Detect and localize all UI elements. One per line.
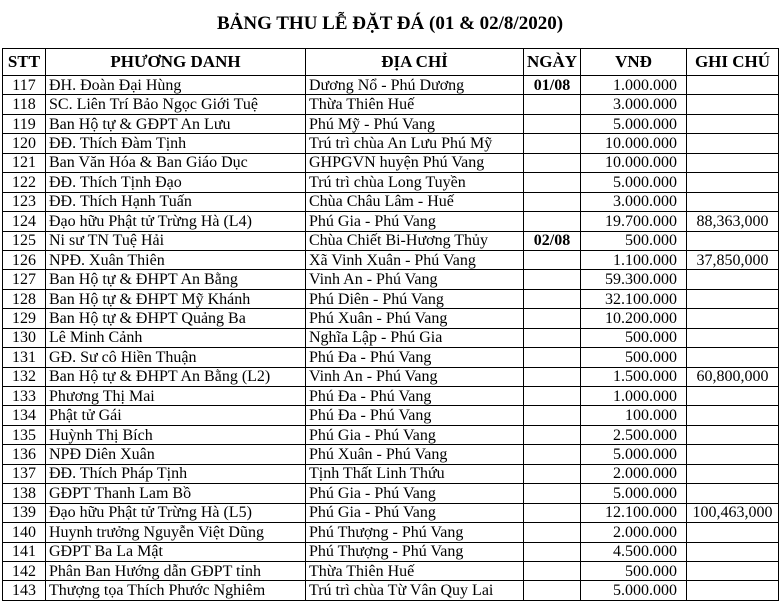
note-cell <box>687 134 779 153</box>
address-cell: Trú trì chùa Từ Vân Quy Lai <box>306 581 524 600</box>
stt-cell: 125 <box>3 231 46 250</box>
name-cell: ĐH. Đoàn Đại Hùng <box>46 76 306 95</box>
address-cell: Tịnh Thất Linh Thứu <box>306 464 524 483</box>
name-cell: GĐ. Sư cô Hiền Thuận <box>46 348 306 367</box>
note-cell <box>687 406 779 425</box>
table-row <box>3 406 779 425</box>
address-cell: Phú Đa - Phú Vang <box>306 406 524 425</box>
date-cell <box>524 134 581 153</box>
date-cell <box>524 445 581 464</box>
name-cell: Ni sư TN Tuệ Hải <box>46 231 306 250</box>
table-row <box>3 523 779 542</box>
name-cell: Phật tử Gái <box>46 406 306 425</box>
address-cell: Chùa Châu Lâm - Huế <box>306 192 524 211</box>
stt-cell: 135 <box>3 425 46 444</box>
name-cell: SC. Liên Trí Bảo Ngọc Giới Tuệ <box>46 95 306 114</box>
date-cell <box>524 212 581 231</box>
table-row <box>3 561 779 580</box>
table-row <box>3 134 779 153</box>
table-row <box>3 542 779 561</box>
stt-cell: 117 <box>3 76 46 95</box>
date-cell <box>524 425 581 444</box>
column-header-note: GHI CHÚ <box>687 49 779 76</box>
table-row <box>3 250 779 269</box>
amount-cell: 10.000.000 <box>581 134 687 153</box>
address-cell: Phú Gia - Phú Vang <box>306 503 524 522</box>
date-cell: 02/08 <box>524 231 581 250</box>
stt-cell: 130 <box>3 328 46 347</box>
address-cell: Phú Thượng - Phú Vang <box>306 523 524 542</box>
stt-cell: 122 <box>3 173 46 192</box>
address-cell: Xã Vinh Xuân - Phú Vang <box>306 250 524 269</box>
name-cell: NPĐ. Xuân Thiên <box>46 250 306 269</box>
date-cell <box>524 523 581 542</box>
name-cell: ĐĐ. Thích Hạnh Tuấn <box>46 192 306 211</box>
amount-cell: 1.000.000 <box>581 76 687 95</box>
note-cell <box>687 231 779 250</box>
date-cell <box>524 406 581 425</box>
note-cell <box>687 76 779 95</box>
page-title: BẢNG THU LỄ ĐẶT ĐÁ (01 & 02/8/2020) <box>216 13 564 34</box>
address-cell: Phú Xuân - Phú Vang <box>306 445 524 464</box>
note-cell <box>687 173 779 192</box>
note-cell <box>687 464 779 483</box>
note-cell: 100,463,000 <box>687 503 779 522</box>
note-cell <box>687 387 779 406</box>
column-header-name: PHƯƠNG DANH <box>46 49 306 76</box>
note-cell: 37,850,000 <box>687 250 779 269</box>
name-cell: Ban Văn Hóa & Ban Giáo Dục <box>46 153 306 172</box>
amount-cell: 1.500.000 <box>581 367 687 386</box>
note-cell <box>687 581 779 600</box>
date-cell <box>524 484 581 503</box>
address-cell: GHPGVN huyện Phú Vang <box>306 153 524 172</box>
address-cell: Trú trì chùa Long Tuyền <box>306 173 524 192</box>
table-body <box>3 76 779 601</box>
stt-cell: 139 <box>3 503 46 522</box>
note-cell <box>687 114 779 133</box>
amount-cell: 12.100.000 <box>581 503 687 522</box>
amount-cell: 500.000 <box>581 328 687 347</box>
note-cell <box>687 95 779 114</box>
date-cell <box>524 542 581 561</box>
amount-cell: 10.200.000 <box>581 309 687 328</box>
note-cell <box>687 484 779 503</box>
amount-cell: 2.000.000 <box>581 464 687 483</box>
column-header-stt: STT <box>3 49 46 76</box>
amount-cell: 19.700.000 <box>581 212 687 231</box>
name-cell: ĐĐ. Thích Đàm Tịnh <box>46 134 306 153</box>
table-row <box>3 270 779 289</box>
date-cell <box>524 289 581 308</box>
date-cell <box>524 328 581 347</box>
address-cell: Thừa Thiên Huế <box>306 95 524 114</box>
column-header-address: ĐỊA CHỈ <box>306 49 524 76</box>
donation-table <box>2 48 779 601</box>
note-cell <box>687 270 779 289</box>
table-row <box>3 95 779 114</box>
name-cell: GĐPT Thanh Lam Bồ <box>46 484 306 503</box>
table-row <box>3 464 779 483</box>
stt-cell: 120 <box>3 134 46 153</box>
table-row <box>3 153 779 172</box>
date-cell <box>524 309 581 328</box>
table-row <box>3 484 779 503</box>
note-cell <box>687 425 779 444</box>
amount-cell: 5.000.000 <box>581 581 687 600</box>
name-cell: GĐPT Ba La Mật <box>46 542 306 561</box>
stt-cell: 143 <box>3 581 46 600</box>
note-cell <box>687 523 779 542</box>
stt-cell: 138 <box>3 484 46 503</box>
name-cell: Ban Hộ tự & ĐHPT Mỹ Khánh <box>46 289 306 308</box>
note-cell <box>687 561 779 580</box>
note-cell: 60,800,000 <box>687 367 779 386</box>
stt-cell: 126 <box>3 250 46 269</box>
amount-cell: 500.000 <box>581 561 687 580</box>
table-row <box>3 367 779 386</box>
stt-cell: 124 <box>3 212 46 231</box>
date-cell <box>524 95 581 114</box>
stt-cell: 140 <box>3 523 46 542</box>
amount-cell: 500.000 <box>581 231 687 250</box>
table-row <box>3 328 779 347</box>
amount-cell: 2.000.000 <box>581 523 687 542</box>
stt-cell: 131 <box>3 348 46 367</box>
address-cell: Phú Gia - Phú Vang <box>306 484 524 503</box>
name-cell: NPĐ Diên Xuân <box>46 445 306 464</box>
note-cell <box>687 542 779 561</box>
address-cell: Phú Diên - Phú Vang <box>306 289 524 308</box>
date-cell <box>524 153 581 172</box>
address-cell: Phú Đa - Phú Vang <box>306 348 524 367</box>
table-row <box>3 581 779 600</box>
stt-cell: 119 <box>3 114 46 133</box>
amount-cell: 10.000.000 <box>581 153 687 172</box>
amount-cell: 5.000.000 <box>581 484 687 503</box>
name-cell: Ban Hộ tự & ĐHPT Quảng Ba <box>46 309 306 328</box>
table-row <box>3 309 779 328</box>
table-row <box>3 212 779 231</box>
name-cell: Thượng tọa Thích Phước Nghiêm <box>46 581 306 600</box>
table-row <box>3 173 779 192</box>
address-cell: Phú Gia - Phú Vang <box>306 212 524 231</box>
note-cell: 88,363,000 <box>687 212 779 231</box>
amount-cell: 500.000 <box>581 348 687 367</box>
table-header <box>3 49 779 76</box>
amount-cell: 5.000.000 <box>581 173 687 192</box>
note-cell <box>687 192 779 211</box>
amount-cell: 1.000.000 <box>581 387 687 406</box>
name-cell: Đạo hữu Phật tử Trừng Hà (L5) <box>46 503 306 522</box>
note-cell <box>687 328 779 347</box>
amount-cell: 5.000.000 <box>581 114 687 133</box>
date-cell <box>524 192 581 211</box>
stt-cell: 137 <box>3 464 46 483</box>
date-cell: 01/08 <box>524 76 581 95</box>
stt-cell: 118 <box>3 95 46 114</box>
stt-cell: 128 <box>3 289 46 308</box>
date-cell <box>524 387 581 406</box>
amount-cell: 32.100.000 <box>581 289 687 308</box>
name-cell: ĐĐ. Thích Tịnh Đạo <box>46 173 306 192</box>
stt-cell: 127 <box>3 270 46 289</box>
stt-cell: 142 <box>3 561 46 580</box>
address-cell: Vinh An - Phú Vang <box>306 270 524 289</box>
table-row <box>3 348 779 367</box>
date-cell <box>524 503 581 522</box>
stt-cell: 141 <box>3 542 46 561</box>
name-cell: Huỳnh Thị Bích <box>46 425 306 444</box>
table-row <box>3 445 779 464</box>
amount-cell: 5.000.000 <box>581 445 687 464</box>
name-cell: Phương Thị Mai <box>46 387 306 406</box>
address-cell: Phú Thượng - Phú Vang <box>306 542 524 561</box>
name-cell: ĐĐ. Thích Pháp Tịnh <box>46 464 306 483</box>
name-cell: Ban Hộ tự & ĐHPT An Bằng <box>46 270 306 289</box>
name-cell: Phân Ban Hướng dẫn GĐPT tỉnh <box>46 561 306 580</box>
column-header-amount: VNĐ <box>581 49 687 76</box>
address-cell: Dương Nổ - Phú Dương <box>306 76 524 95</box>
table-row <box>3 387 779 406</box>
name-cell: Lê Minh Cảnh <box>46 328 306 347</box>
address-cell: Vinh An - Phú Vang <box>306 367 524 386</box>
address-cell: Phú Gia - Phú Vang <box>306 425 524 444</box>
address-cell: Chùa Chiết Bi-Hương Thủy <box>306 231 524 250</box>
address-cell: Thừa Thiên Huế <box>306 561 524 580</box>
stt-cell: 132 <box>3 367 46 386</box>
stt-cell: 121 <box>3 153 46 172</box>
date-cell <box>524 464 581 483</box>
stt-cell: 133 <box>3 387 46 406</box>
note-cell <box>687 289 779 308</box>
table-row <box>3 114 779 133</box>
address-cell: Phú Đa - Phú Vang <box>306 387 524 406</box>
date-cell <box>524 250 581 269</box>
date-cell <box>524 173 581 192</box>
column-header-date: NGÀY <box>524 49 581 76</box>
date-cell <box>524 581 581 600</box>
stt-cell: 134 <box>3 406 46 425</box>
date-cell <box>524 270 581 289</box>
address-cell: Nghĩa Lập - Phú Gia <box>306 328 524 347</box>
date-cell <box>524 367 581 386</box>
address-cell: Phú Xuân - Phú Vang <box>306 309 524 328</box>
table-row <box>3 76 779 95</box>
table-row <box>3 425 779 444</box>
note-cell <box>687 153 779 172</box>
note-cell <box>687 348 779 367</box>
table-row <box>3 503 779 522</box>
date-cell <box>524 561 581 580</box>
stt-cell: 129 <box>3 309 46 328</box>
amount-cell: 1.100.000 <box>581 250 687 269</box>
amount-cell: 4.500.000 <box>581 542 687 561</box>
date-cell <box>524 348 581 367</box>
name-cell: Ban Hộ tự & ĐHPT An Bằng (L2) <box>46 367 306 386</box>
table-row <box>3 231 779 250</box>
amount-cell: 2.500.000 <box>581 425 687 444</box>
amount-cell: 59.300.000 <box>581 270 687 289</box>
table-row <box>3 192 779 211</box>
name-cell: Đạo hữu Phật tử Trừng Hà (L4) <box>46 212 306 231</box>
amount-cell: 100.000 <box>581 406 687 425</box>
table-row <box>3 289 779 308</box>
address-cell: Phú Mỹ - Phú Vang <box>306 114 524 133</box>
amount-cell: 3.000.000 <box>581 192 687 211</box>
amount-cell: 3.000.000 <box>581 95 687 114</box>
date-cell <box>524 114 581 133</box>
name-cell: Ban Hộ tự & GĐPT An Lưu <box>46 114 306 133</box>
name-cell: Huynh trưởng Nguyễn Việt Dũng <box>46 523 306 542</box>
note-cell <box>687 309 779 328</box>
note-cell <box>687 445 779 464</box>
address-cell: Trú trì chùa An Lưu Phú Mỹ <box>306 134 524 153</box>
stt-cell: 136 <box>3 445 46 464</box>
stt-cell: 123 <box>3 192 46 211</box>
header-row <box>3 49 779 76</box>
